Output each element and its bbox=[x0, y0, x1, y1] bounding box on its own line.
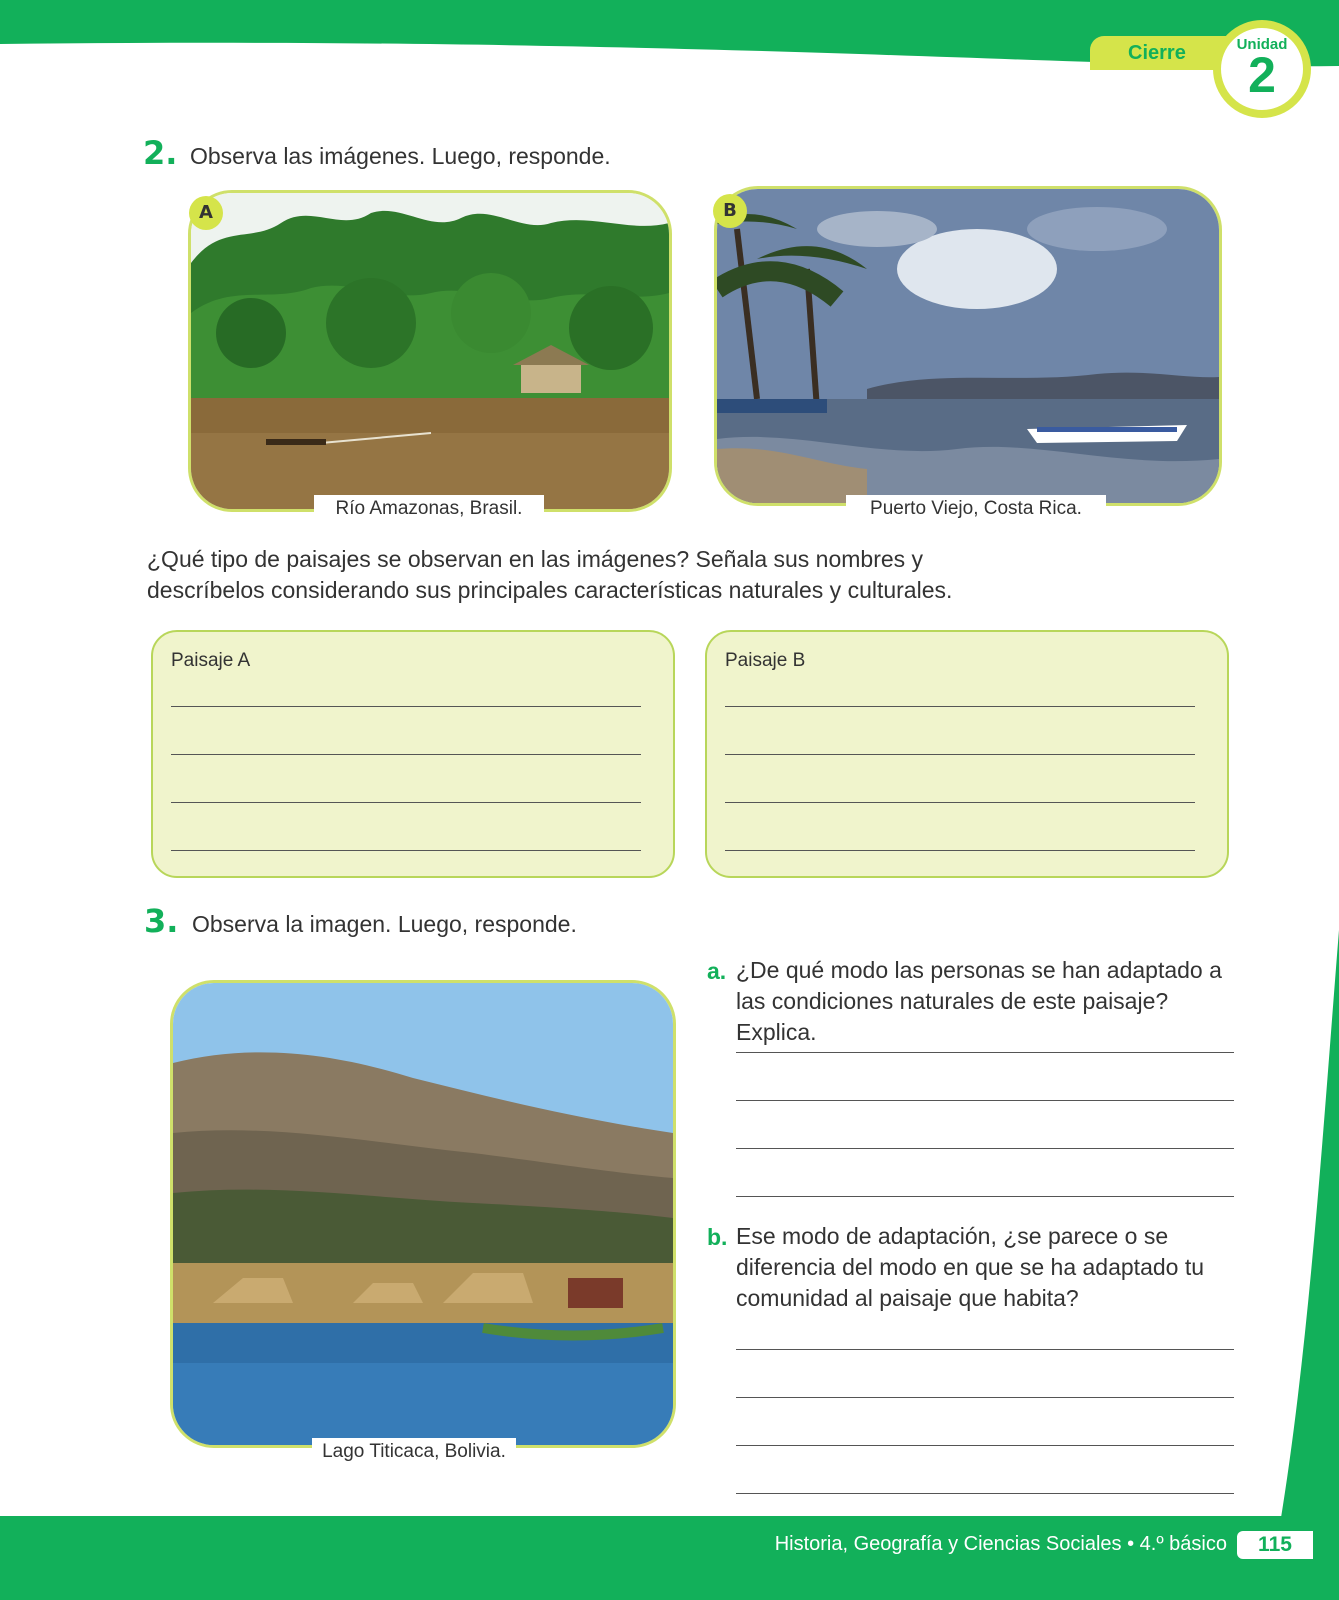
photo-a-caption: Río Amazonas, Brasil. bbox=[314, 495, 544, 523]
amazon-river-illustration bbox=[191, 193, 669, 509]
answer-line[interactable] bbox=[171, 706, 641, 707]
question-3-number: 3. bbox=[144, 902, 179, 940]
answer-line[interactable] bbox=[725, 802, 1195, 803]
beach-illustration bbox=[717, 189, 1219, 503]
question-3-instruction: Observa la imagen. Luego, responde. bbox=[192, 911, 577, 937]
answer-box-paisaje-b[interactable] bbox=[705, 630, 1229, 878]
question-2-number: 2. bbox=[143, 134, 178, 172]
answer-line[interactable] bbox=[736, 1349, 1234, 1350]
answer-line[interactable] bbox=[736, 1397, 1234, 1398]
item-a-letter: a. bbox=[707, 958, 727, 984]
unit-badge bbox=[1213, 20, 1311, 118]
photo-puerto-viejo-beach bbox=[714, 186, 1222, 506]
section-tab-cierre: Cierre bbox=[1090, 36, 1240, 70]
unit-label: Unidad bbox=[1236, 36, 1288, 53]
answer-line[interactable] bbox=[736, 1148, 1234, 1149]
photo-amazon-river bbox=[188, 190, 672, 512]
photo-b-caption: Puerto Viejo, Costa Rica. bbox=[846, 495, 1106, 523]
titicaca-caption: Lago Titicaca, Bolivia. bbox=[312, 1438, 516, 1466]
titicaca-illustration bbox=[173, 983, 673, 1445]
answer-box-b-label: Paisaje B bbox=[725, 650, 806, 671]
answer-line[interactable] bbox=[736, 1445, 1234, 1446]
answer-line[interactable] bbox=[171, 850, 641, 851]
answer-line[interactable] bbox=[171, 802, 641, 803]
answer-line[interactable] bbox=[725, 706, 1195, 707]
photo-lago-titicaca bbox=[170, 980, 676, 1448]
answer-line[interactable] bbox=[725, 754, 1195, 755]
footer-band bbox=[0, 1516, 1339, 1600]
photo-a-badge: A bbox=[189, 196, 223, 230]
answer-line[interactable] bbox=[736, 1052, 1234, 1053]
unit-number: 2 bbox=[1248, 47, 1276, 103]
answer-line[interactable] bbox=[736, 1493, 1234, 1494]
item-a-text: ¿De qué modo las personas se han adaptado a las condiciones naturales de este paisaje? Explica. bbox=[736, 957, 1222, 1045]
item-b-text: Ese modo de adaptación, ¿se parece o se diferencia del modo en que se ha adaptado tu comunidad al paisaje que habita? bbox=[736, 1223, 1205, 1311]
answer-line[interactable] bbox=[736, 1196, 1234, 1197]
answer-line[interactable] bbox=[736, 1100, 1234, 1101]
question-2-instruction: Observa las imágenes. Luego, responde. bbox=[190, 143, 611, 169]
answer-line[interactable] bbox=[725, 850, 1195, 851]
right-green-band bbox=[1279, 930, 1339, 1530]
answer-box-a-label: Paisaje A bbox=[171, 650, 251, 671]
answer-box-paisaje-a[interactable] bbox=[151, 630, 675, 878]
footer-subject: Historia, Geografía y Ciencias Sociales • 4.º básico bbox=[774, 1533, 1227, 1555]
photo-b-badge: B bbox=[713, 194, 747, 228]
page-number: 115 bbox=[1237, 1531, 1313, 1559]
question-2-prompt: ¿Qué tipo de paisajes se observan en las imágenes? Señala sus nombres y descríbelos considerando sus principales características naturales y culturales. bbox=[147, 546, 953, 603]
item-b-letter: b. bbox=[707, 1224, 728, 1250]
answer-line[interactable] bbox=[171, 754, 641, 755]
